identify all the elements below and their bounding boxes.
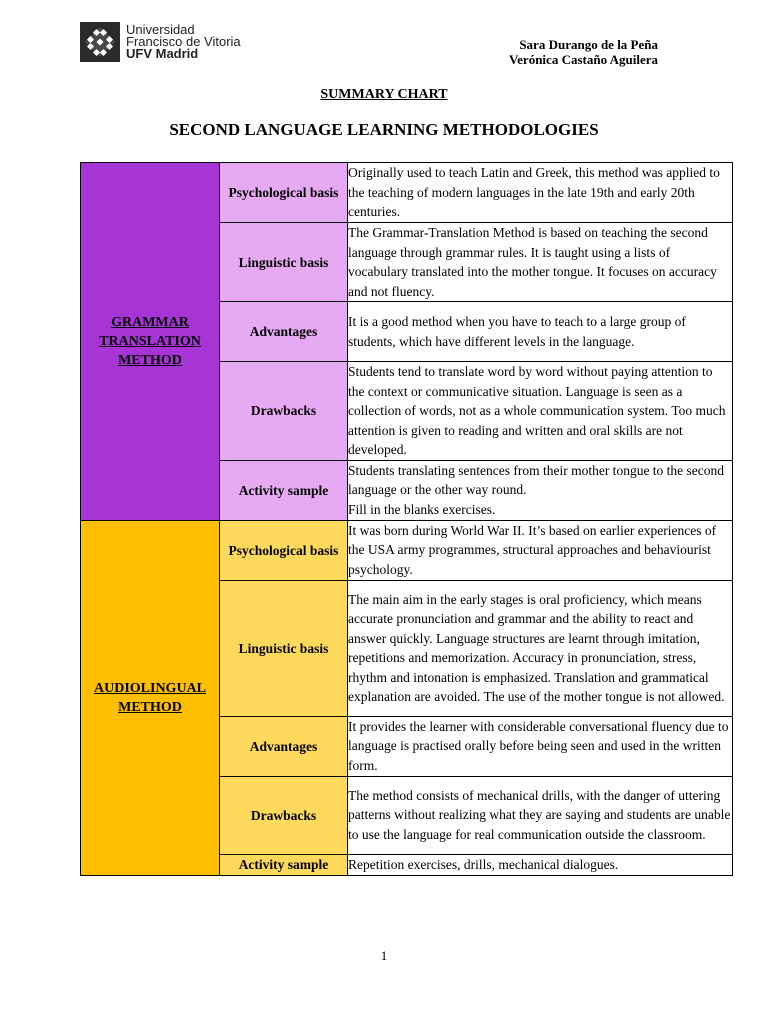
page-title: SECOND LANGUAGE LEARNING METHODOLOGIES bbox=[169, 120, 599, 139]
category-cell: Advantages bbox=[220, 716, 348, 776]
description-cell: It is a good method when you have to teach to a large group of students, which have different levels in the language. bbox=[348, 302, 733, 362]
category-cell: Advantages bbox=[220, 302, 348, 362]
description-cell: Students tend to translate word by word without paying attention to the context or communicative situation. Language is seen as a collection of words, not as a whole communication system. Too much attention is given to reading and written and oral skills are not developed. bbox=[348, 362, 733, 461]
method-name: AUDIOLINGUAL METHOD bbox=[93, 680, 206, 715]
description-cell: The main aim in the early stages is oral proficiency, which means accurate pronunciation and grammar and the ability to react and answer quickly. Language structures are learnt through imitation, repetitions and memorization. Accuracy in pronunciation, stress, rhythm and intonation is emphasized. Translation and grammatical explanation are avoided. The use of the mother tongue is not allowed. bbox=[348, 580, 733, 716]
page-number: 1 bbox=[380, 948, 388, 963]
logo-line-2: Francisco de Vitoria bbox=[126, 34, 241, 49]
description-cell bbox=[348, 163, 733, 223]
university-logo bbox=[80, 22, 241, 62]
author-2: Verónica Castaño Aguilera bbox=[508, 52, 658, 67]
description-cell bbox=[348, 460, 733, 520]
summary-heading: SUMMARY CHART bbox=[320, 87, 448, 102]
author-1: Sara Durango de la Peña bbox=[519, 37, 658, 52]
category-cell: Psychological basis bbox=[220, 520, 348, 580]
category-cell: Linguistic basis bbox=[220, 223, 348, 302]
category-cell: Psychological basis bbox=[220, 163, 348, 223]
description-cell: The Grammar-Translation Method is based on teaching the second language through grammar rules. It is taught using a lists of vocabulary translated into the mother tongue. It focuses on accuracy and not fluency. bbox=[348, 223, 733, 302]
description-cell: Repetition exercises, drills, mechanical dialogues. bbox=[348, 854, 733, 875]
methodology-table bbox=[80, 162, 733, 876]
category-cell: Activity sample bbox=[220, 460, 348, 520]
description-cell: The method consists of mechanical drills, with the danger of uttering patterns without realizing what they are saying and students are unable to use the language for real communication outside the classroom. bbox=[348, 776, 733, 854]
category-cell: Drawbacks bbox=[220, 362, 348, 461]
psych-basis-part-1: Originally used to teach Latin and Greek, this method was applied to the teaching of modern languages in the late 19th and early 20th centuries. bbox=[348, 165, 720, 220]
table-row bbox=[81, 520, 733, 580]
activity-line-2: Fill in the blanks exercises. bbox=[348, 501, 496, 517]
activity-line-1: Students translating sentences from their mother tongue to the second language or the other way round. bbox=[348, 462, 725, 498]
category-cell: Linguistic basis bbox=[220, 580, 348, 716]
logo-line-1: Universidad bbox=[126, 22, 195, 37]
logo-line-3: UFV Madrid bbox=[126, 46, 199, 61]
method-audiolingual bbox=[81, 520, 220, 875]
table-row bbox=[81, 163, 733, 223]
authors-block bbox=[509, 37, 658, 67]
category-cell: Drawbacks bbox=[220, 776, 348, 854]
ufv-emblem-icon bbox=[80, 22, 120, 62]
logo-wordmark bbox=[126, 24, 241, 60]
category-cell: Activity sample bbox=[220, 854, 348, 875]
method-grammar-translation bbox=[81, 163, 220, 521]
method-name: GRAMMAR TRANSLATION METHOD bbox=[99, 314, 201, 368]
description-cell: It provides the learner with considerable conversational fluency due to language is practised orally before being seen and used in the written form. bbox=[348, 716, 733, 776]
description-cell: It was born during World War II. It’s based on earlier experiences of the USA army programmes, structural approaches and behaviourist psychology. bbox=[348, 520, 733, 580]
